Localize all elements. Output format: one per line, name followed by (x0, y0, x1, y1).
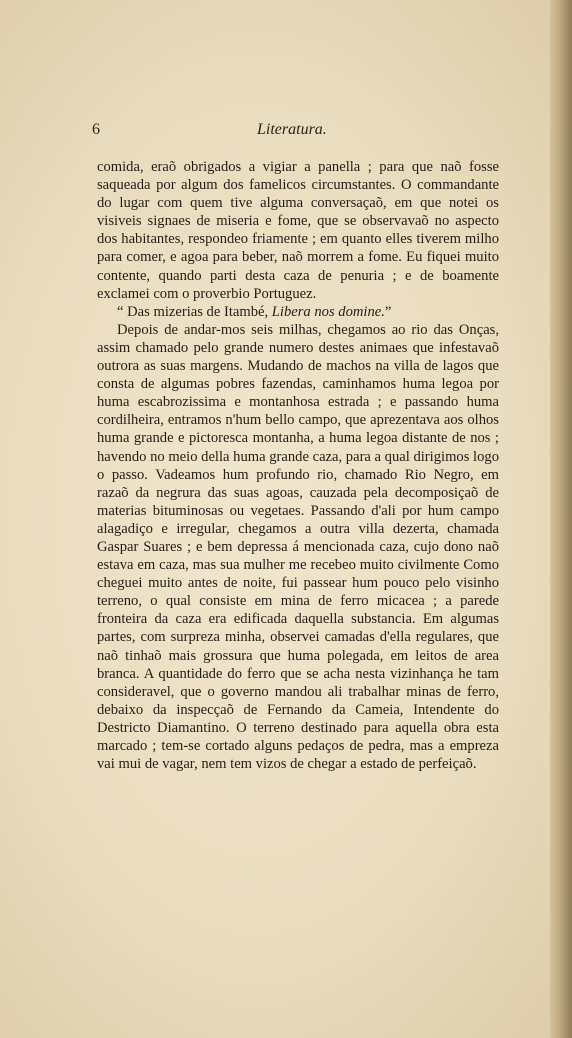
proverb-quote (97, 303, 499, 321)
book-spine-edge (550, 0, 572, 1038)
paragraph-2: Depois de andar-mos seis milhas, chegamos ao rio das Onças, assim chamado pelo grande numero destes animaes que infestavaõ outrora as suas margens. Mudando de machos na villa de lagos que consta de algumas pobres fazendas, caminhamos huma legoa por huma escabrozissima e montanhosa estrada ; e passando huma cordilheira, entramos n'hum bello campo, que aprezentava aos olhos huma grande e pictoresca montanha, a huma legoa distante de nos ; havendo no meio della huma grande caza, para a qual dirigimos logo o passo. Vadeamos hum profundo rio, chamado Rio Negro, em razaõ da negrura das suas agoas, cauzada pela decomposiçaõ de materias bituminosas ou vegetaes. Passando d'ali por hum campo alagadiço e irregular, chegamos a outra villa dezerta, chamada Gaspar Suares ; e bem depressa á mencionada caza, cujo dono naõ estava em caza, mas sua mulher me recebeo muito civilmente Como cheguei muito antes de noite, fui passear hum pouco pelo visinho terreno, o qual consiste em mina de ferro micacea ; a parede fronteira da caza era edificada daquella substancia. Em algumas partes, com surpreza minha, observei camadas d'ella regulares, que naõ tinhaõ mais grossura que huma polegada, em leitos de area branca. A quantidade do ferro que se acha nesta vizinhança he tam consideravel, que o governo mandou ali trabalhar minas de ferro, debaixo da inspecçaõ de Fernando da Cameia, Intendente do Destricto Diamantino. O terreno destinado para aquella obra esta marcado ; tem-se cortado alguns pedaços de pedra, mas a empreza vai mui de vagar, nem tem vizos de chegar a estado de perfeiçaõ. (97, 321, 499, 773)
quote-start: “ Das mizerias de Itambé, (117, 303, 272, 320)
quote-end: ” (384, 303, 392, 320)
page-header (92, 121, 502, 141)
body-text (97, 158, 499, 773)
quote-italic: Libera nos domine. (271, 303, 385, 320)
running-title: Literatura. (257, 121, 327, 138)
page-number: 6 (92, 121, 100, 138)
paragraph-1: comida, eraõ obrigados a vigiar a panella ; para que naõ fosse saqueada por algum dos famelicos circumstantes. O commandante do lugar com quem tive alguma conversaçaõ, em que notei os visiveis signaes de miseria e fome, que se observavaõ no aspecto dos habitantes, respondeo friamente ; em quanto elles tiverem milho para comer, e agoa para beber, naõ morrem a fome. Eu fiquei muito contente, quando parti desta caza de penuria ; e de boamente exclamei com o proverbio Portuguez. (97, 159, 499, 302)
